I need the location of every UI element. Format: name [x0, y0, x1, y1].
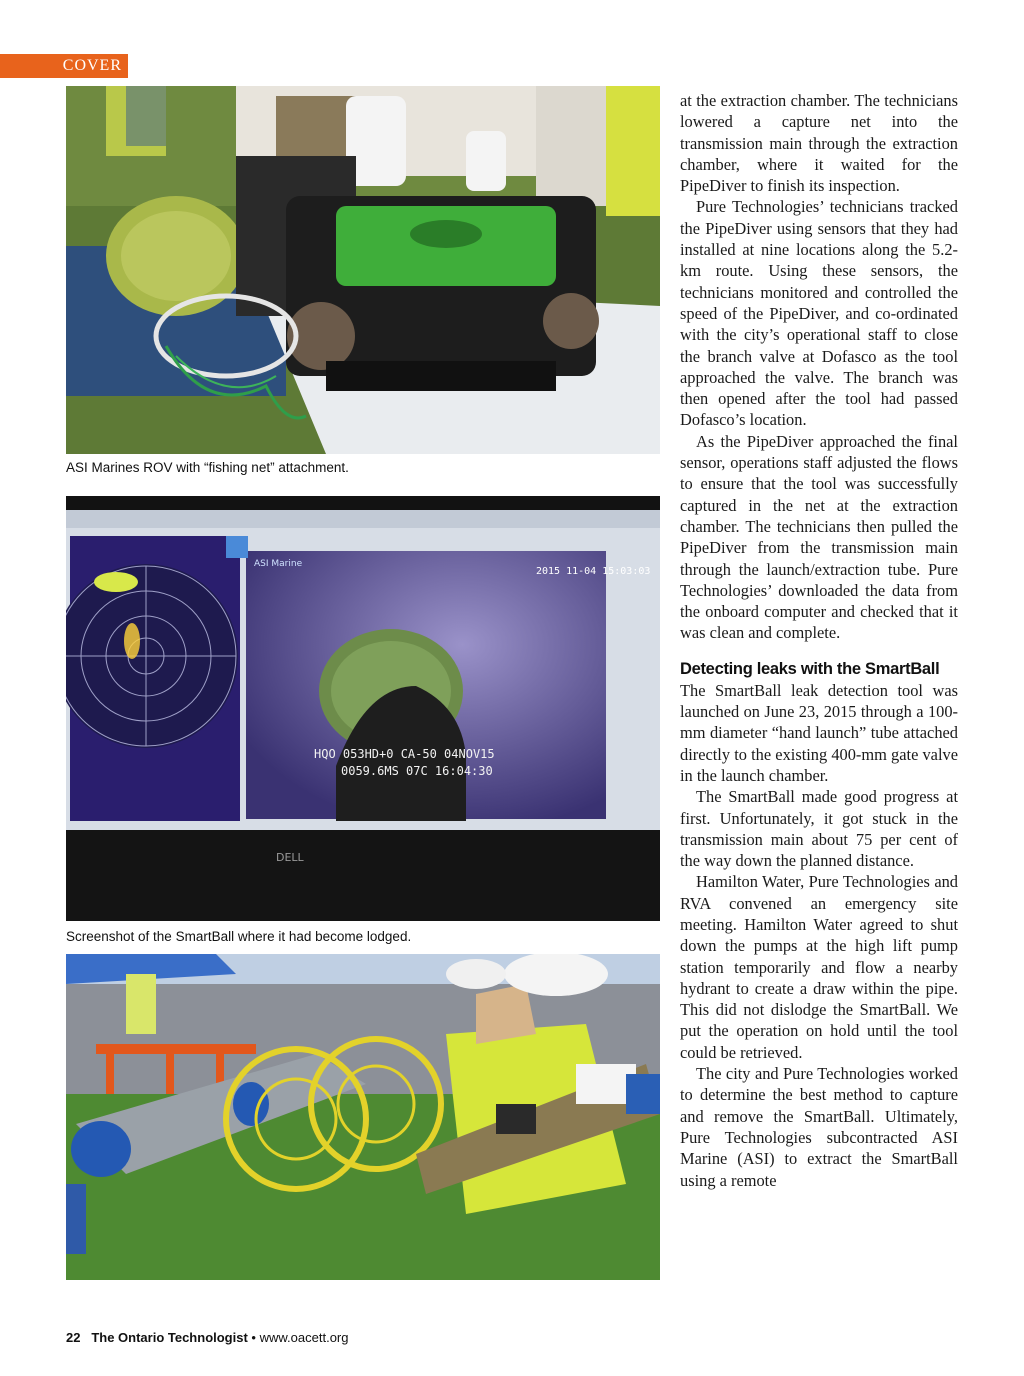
paragraph-7: The city and Pure Technologies worked to determine the best method to capture and remove the SmartBall. Ultimately, Pure Technologies subcontracted ASI Marine (ASI) to extract the SmartBall using a remote [680, 1064, 958, 1190]
paragraph-6: Hamilton Water, Pure Technologies and RVA convened an emergency site meeting. Hamilton Water agreed to shut down the pumps at the high lift pump station temporarily and flow a nearby hydrant to create a draw within the pipe. This did not dislodge the SmartBall. We put the operation on hold until the tool could be retrieved. [680, 872, 958, 1062]
section-heading: Detecting leaks with the SmartBall [680, 659, 940, 678]
app-logo: ASI Marine [254, 559, 303, 569]
photo-caption-2: Screenshot of the SmartBall where it had become lodged. [66, 929, 412, 944]
footer-url[interactable]: www.oacett.org [259, 1330, 349, 1345]
paragraph-1: at the extraction chamber. The technicians lowered a capture net into the transmission main through the extraction chamber, where it waited for the PipeDiver to finish its inspection. [680, 91, 958, 196]
rov-photo [66, 86, 660, 454]
paragraph-3: As the PipeDiver approached the final sensor, operations staff adjusted the flows to ensure that the tool was successfully captured in the net at the extraction chamber. The technicians then pulled the PipeDiver from the transmission main through the launch/extraction tube. Pure Technologies’ downloaded the data from the onboard computer and checked that it was clean and complete. [680, 431, 958, 643]
paragraph-5: The SmartBall made good progress at first. Unfortunately, it got stuck in the transmission main about 75 per cent of the way down the planned distance. [680, 787, 958, 871]
body-column [680, 90, 958, 1191]
monitor-brand: DELL [276, 851, 304, 864]
launch-crew-photo [66, 954, 660, 1280]
paragraph-2: Pure Technologies’ technicians tracked the PipeDiver using sensors that they had installed at nine locations along the 5.2-km route. Using these sensors, the technicians monitored and controlled the speed of the PipeDiver, and co-ordinated with the city’s operational staff to close the branch valve at Dofasco as the tool approached the valve. The branch was then opened after the tool had passed Dofasco’s location. [680, 197, 958, 430]
section-tag: COVER [0, 54, 128, 78]
smartball-screenshot-photo [66, 496, 660, 921]
publication-name: The Ontario Technologist [91, 1330, 248, 1345]
footer-bullet: • [251, 1330, 256, 1345]
screen-overlay-line2: 0059.6MS 07C 16:04:30 [341, 764, 493, 778]
page-number: 22 [66, 1330, 81, 1345]
screen-timestamp: 2015 11-04 15:03:03 [536, 566, 651, 577]
screen-overlay-line1: HQO 053HD+0 CA-50 04NOV15 [314, 747, 495, 761]
paragraph-4: The SmartBall leak detection tool was launched on June 23, 2015 through a 100-mm diameter “hand launch” tube attached directly to the existing 400-mm gate valve in the launch chamber. [680, 680, 958, 785]
photo-caption-1: ASI Marines ROV with “fishing net” attachment. [66, 460, 349, 475]
page-footer [66, 1330, 348, 1345]
